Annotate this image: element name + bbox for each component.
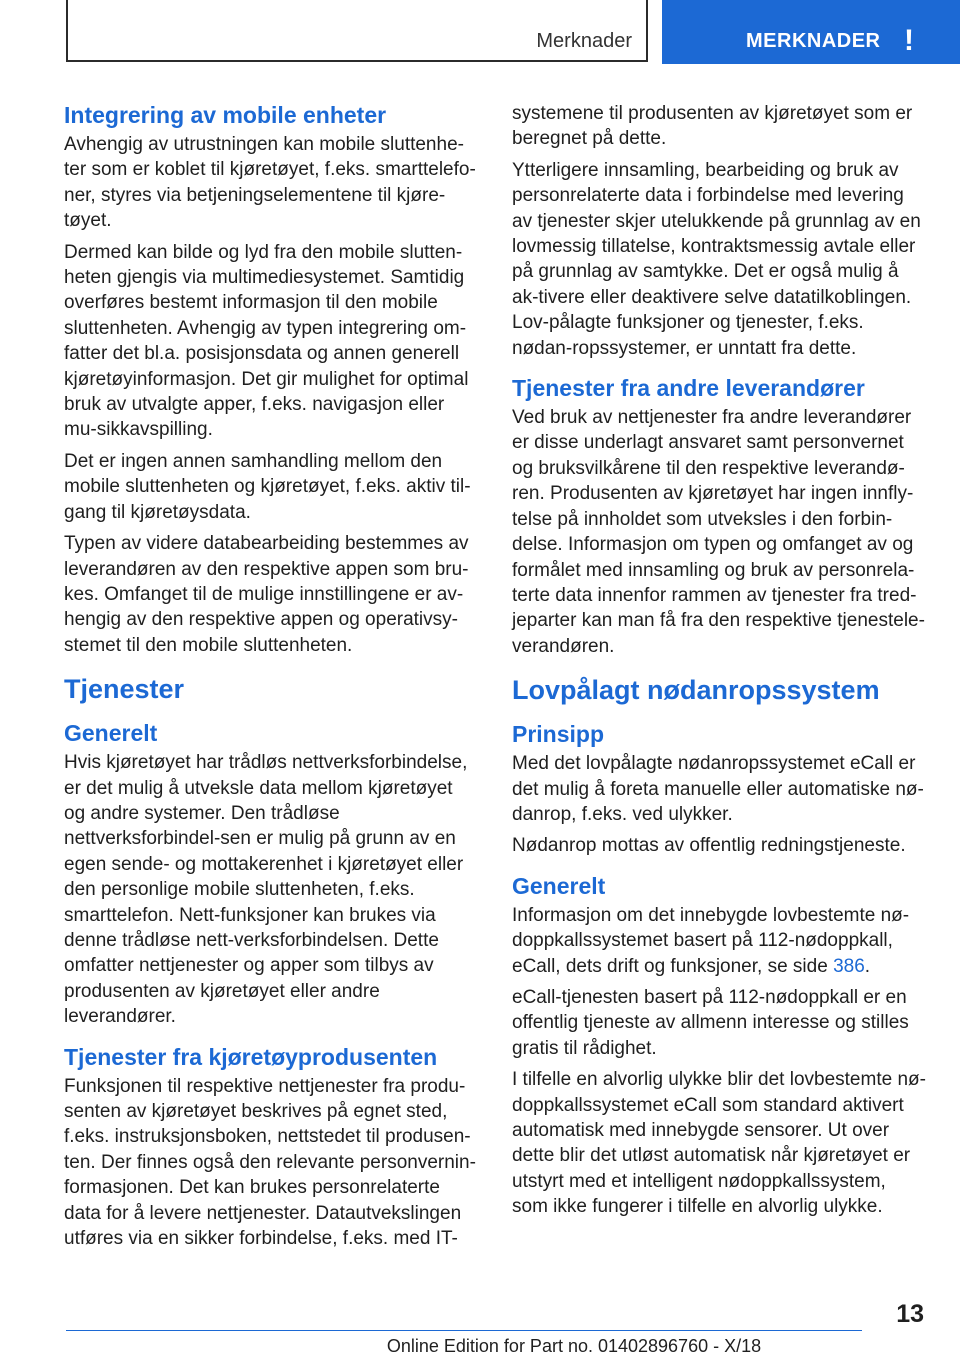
paragraph-with-link xyxy=(512,903,926,979)
chapter-tab[interactable] xyxy=(662,0,960,64)
heading-services: Tjenester xyxy=(64,674,185,705)
heading-integration: Integrering av mobile enheter xyxy=(64,102,387,128)
paragraph: Typen av videre databearbeiding bestemmes av leverandøren av den respektive appen som bru-kes. Omfanget til de mulige innstillingene er av-hengig av den respektive appen og operativsy-stemet til den mobile sluttenheten. xyxy=(64,533,469,656)
paragraph: Funksjonen til respektive nettjenester fra produ-senten av kjøretøyet beskrives på egnet sted, f.eks. instruksjonsboken, nettstedet til produsen-ten. Der finnes også den relevante personvernin-formasjonen. Det kan brukes personrelaterte data for å levere nettjenester. Datautvekslingen utføres via en sikker forbindelse, f.eks. med IT- xyxy=(64,1075,476,1250)
heading-general: Generelt xyxy=(64,720,158,747)
footer-edition-text: Online Edition for Part no. 01402896760 - X/18 xyxy=(386,1336,762,1356)
paragraph: I tilfelle en alvorlig ulykke blir det lovbestemte nø-doppkallssystemet eCall som standard aktivert automatisk med innebygde sensorer. Ut over dette blir det utløst automatisk når kjøretøyet er utstyrt med et intelligent nødoppkallssystem, som ikke fungerer i tilfelle en alvorlig ulykke. xyxy=(512,1069,926,1218)
heading-general-2: Generelt xyxy=(512,872,606,899)
heading-manufacturer-services: Tjenester fra kjøretøyprodusenten xyxy=(64,1043,438,1070)
page-link[interactable]: 386 xyxy=(833,955,865,977)
section-header-box xyxy=(66,0,648,62)
exclamation-icon: ! xyxy=(904,24,914,57)
section-label: Merknader xyxy=(536,30,632,52)
paragraph: Hvis kjøretøyet har trådløs nettverksforbindelse, er det mulig å utveksle data mellom kjøretøyet og andre systemer. Den trådløse nettverksforbindel-sen er mulig på grunn av en egen sende- og mottakerenhet i kjøretøyet eller den personlige mobile sluttenheten, f.eks. smarttelefon. Nett-funksjoner kan brukes via denne trådløse nett-verksforbindelsen. Dette omfatter nettjenester og apper som tilbys av produsenten av kjøretøyet eller andre leverandører. xyxy=(64,752,468,1028)
paragraph-text-end: . xyxy=(864,955,871,977)
right-column xyxy=(512,101,926,1226)
heading-principle: Prinsipp xyxy=(512,721,605,748)
paragraph: Ytterligere innsamling, bearbeiding og bruk av personrelaterte data i forbindelse med levering av tjenester skjer utelukkende på grunnlag av en lovmessig tillatelse, kontraktsmessig avtale eller på grunnlag av samtykke. Det er også mulig å ak-tivere eller deaktivere selve datatilkoblingen. Lov-pålagte funksjoner og tjenester, f.eks. nødan-ropssystemer, er unntatt fra dette. xyxy=(512,159,921,359)
footer-edition xyxy=(0,1336,960,1357)
page-number: 13 xyxy=(896,1300,924,1328)
paragraph: Ved bruk av nettjenester fra andre leverandører er disse underlagt ansvaret samt personvernet og bruksvilkårene til den respektive leverandø-ren. Produsenten av kjøretøyet har ingen innfly-telse på innholdet som utveksles i den forbin-delse. Informasjon om typen og omfanget av og formålet med innsamling og bruk av personrela-terte data innenfor rammen av tjenester fra tred-jeparter kan man få fra den respektive tjenestele-verandøren. xyxy=(512,407,925,657)
page-header xyxy=(0,0,960,66)
paragraph: systemene til produsenten av kjøretøyet som er beregnet på dette. xyxy=(512,103,913,150)
paragraph: Dermed kan bilde og lyd fra den mobile slutten-heten gjengis via multimediesystemet. Samtidig overføres bestemt informasjon til den mobile sluttenheten. Avhengig av typen integrering om-fatter det bl.a. posisjonsdata og annen generell kjøretøyinformasjon. Det gir mulighet for optimal bruk av utvalgte apper, f.eks. navigasjon eller mu-sikkavspilling. xyxy=(64,241,469,441)
paragraph: Det er ingen annen samhandling mellom den mobile sluttenheten og kjøretøyet, f.eks. aktiv til-gang til kjøretøysdata. xyxy=(64,450,471,523)
paragraph: Med det lovpålagte nødanropssystemet eCall er det mulig å foreta manuelle eller automatiske nø-danrop, f.eks. ved ulykker. xyxy=(512,753,924,825)
paragraph: Avhengig av utrustningen kan mobile sluttenhe-ter som er koblet til kjøretøyet, f.eks. smarttelefo-ner, styres via betjeningselementene til kjøre-tøyet. xyxy=(64,134,476,232)
heading-emergency-system: Lovpålagt nødanropssystem xyxy=(512,675,880,706)
chapter-tab-label: MERKNADER xyxy=(746,30,881,52)
paragraph: Nødanrop mottas av offentlig redningstjeneste. xyxy=(512,835,906,857)
footer-divider xyxy=(66,1330,862,1331)
left-column xyxy=(64,100,478,1257)
paragraph: eCall-tjenesten basert på 112-nødoppkall er en offentlig tjeneste av allmenn interesse og stilles gratis til rådighet. xyxy=(512,986,909,1059)
paragraph-text: Informasjon om det innebygde lovbestemte nø-doppkallssystemet basert på 112-nødoppkall, eCall, dets drift og funksjoner, se side xyxy=(512,904,910,977)
heading-other-providers: Tjenester fra andre leverandører xyxy=(512,375,865,402)
